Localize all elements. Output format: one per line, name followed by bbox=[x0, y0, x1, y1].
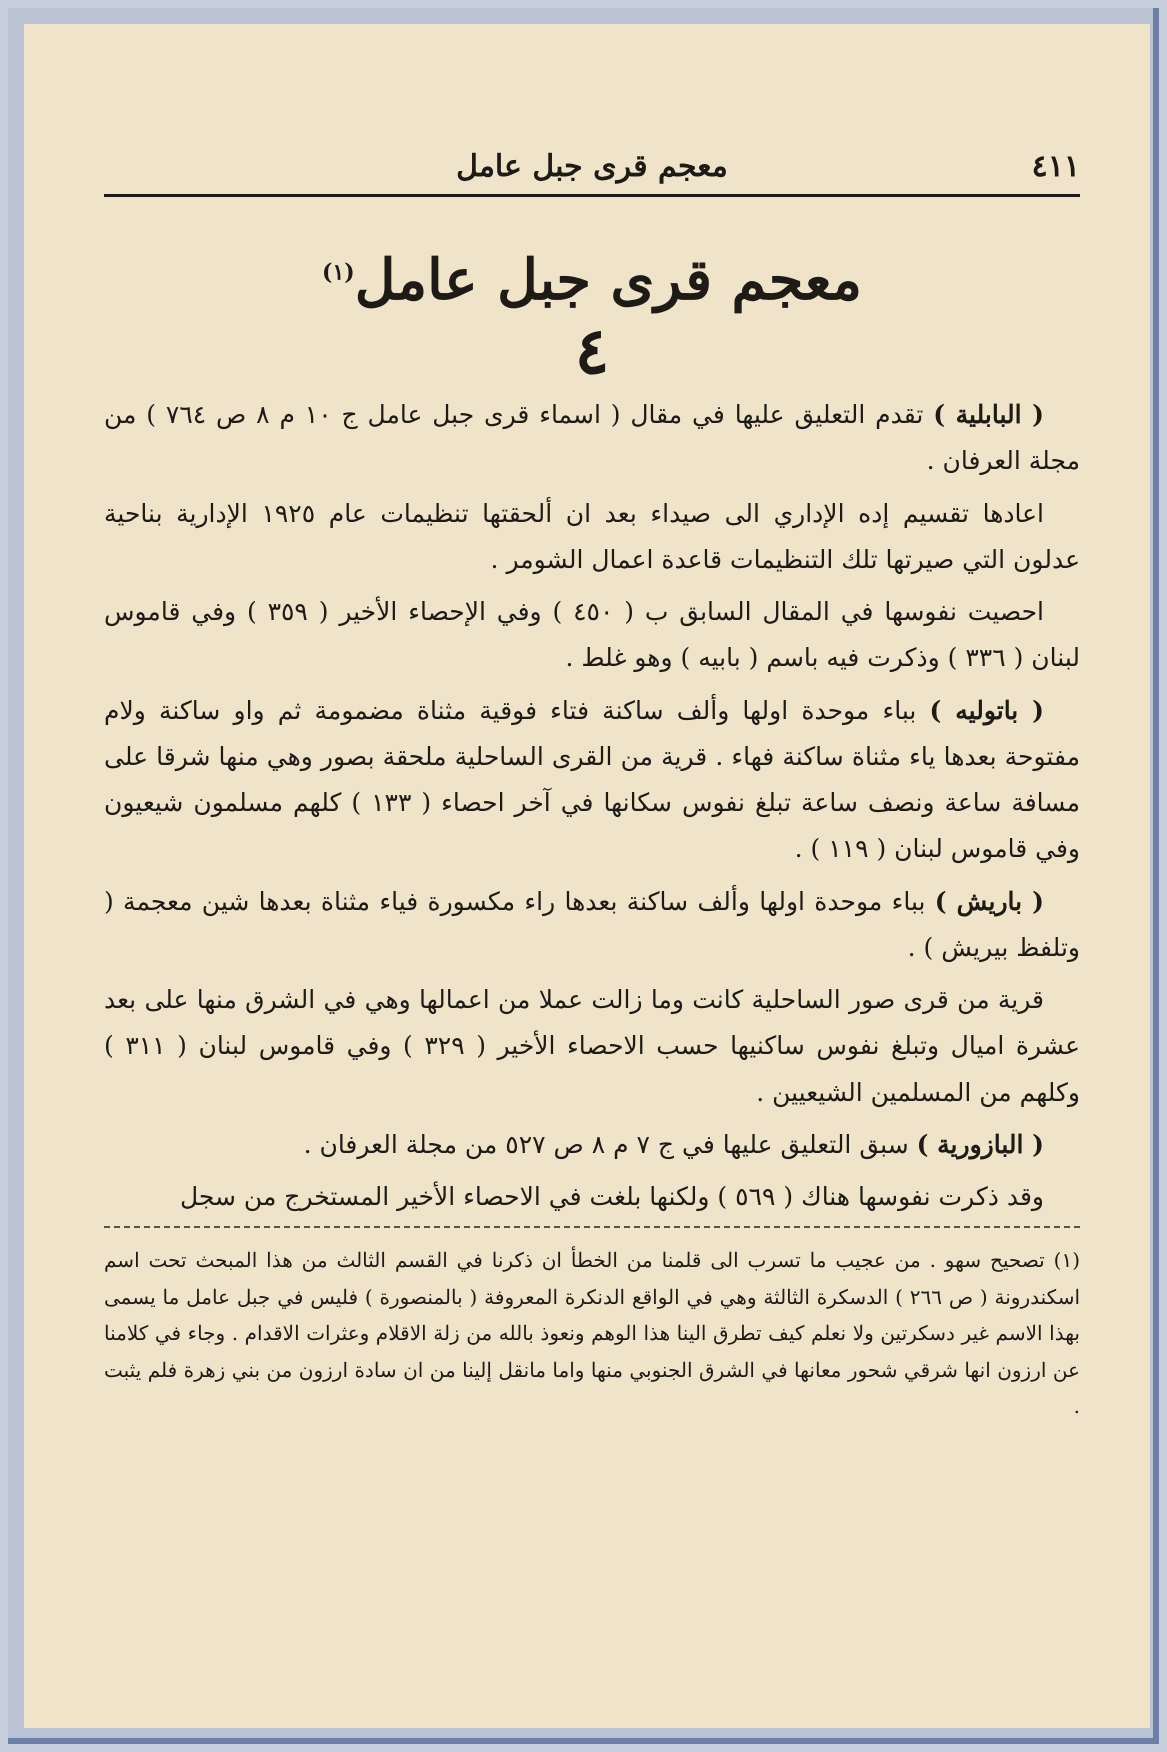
part-number: ٤ bbox=[574, 314, 610, 390]
running-title: معجم قرى جبل عامل bbox=[456, 149, 728, 184]
paragraph bbox=[104, 589, 1080, 682]
footnote-divider bbox=[104, 1226, 1080, 1228]
paragraph-text: قرية من قرى صور الساحلية كانت وما زالت عملا من اعمالها وهي في الشرق منها على بعد عشرة اميال وتبلغ نفوس ساكنيها حسب الاحصاء الأخير ( ٣٢٩ ) وفي قاموس لبنان ( ٣١١ ) وكلهم من المسلمين الشيعيين . bbox=[104, 985, 1081, 1107]
entry-heading: ( باريش ) bbox=[934, 886, 1044, 916]
entry-heading: ( البازورية ) bbox=[916, 1129, 1044, 1159]
paragraph-text: احصيت نفوسها في المقال السابق ب ( ٤٥٠ ) وفي الإحصاء الأخير ( ٣٥٩ ) وفي قاموس لبنان ( ٣٣٦ ) وذكرت فيه باسم ( بابيه ) وهو غلط . bbox=[104, 597, 1080, 673]
article-title bbox=[104, 247, 1080, 314]
paragraph-text: تقدم التعليق عليها في مقال ( اسماء قرى جبل عامل ج ١٠ م ٨ ص ٧٦٤ ) من مجلة العرفان . bbox=[104, 400, 1080, 476]
header-rule bbox=[104, 194, 1080, 197]
footnote bbox=[104, 1242, 1080, 1424]
paragraph-text: اعادها تقسيم إده الإداري الى صيداء بعد ان ألحقتها تنظيمات عام ١٩٢٥ الإدارية بناحية عدلون التي صيرتها تلك التنظيمات قاعدة اعمال الشومر . bbox=[104, 498, 1080, 574]
title-footnote-mark: (١) bbox=[322, 259, 355, 286]
paragraph bbox=[104, 392, 1080, 485]
book-page bbox=[24, 24, 1150, 1728]
paragraph-text: وقد ذكرت نفوسها هناك ( ٥٦٩ ) ولكنها بلغت في الاحصاء الأخير المستخرج من سجل bbox=[179, 1182, 1044, 1212]
article-body bbox=[104, 392, 1080, 1220]
paragraph-text: بباء موحدة اولها وألف ساكنة فتاء فوقية مثناة مضمومة ثم واو ساكنة ولام مفتوحة بعدها ياء مثناة ساكنة فهاء . قرية من القرى الساحلية ملحقة بصور وهي منها شرقا على مسافة ساعة ونصف ساعة تبلغ نفوس سكانها في آخر احصاء ( ١٣٣ ) كلهم مسلمون شيعيون وفي قاموس لبنان ( ١١٩ ) . bbox=[104, 695, 1080, 864]
article-title-text: معجم قرى جبل عامل bbox=[354, 247, 862, 313]
paragraph-text: سبق التعليق عليها في ج ٧ م ٨ ص ٥٢٧ من مجلة العرفان . bbox=[303, 1129, 917, 1159]
paragraph bbox=[104, 879, 1080, 972]
paragraph bbox=[104, 491, 1080, 584]
paragraph-text: بباء موحدة اولها وألف ساكنة بعدها راء مكسورة فياء مثناة بعدها شين معجمة ( وتلفظ بيريش ) . bbox=[104, 886, 1080, 962]
entry-heading: ( البابلية ) bbox=[933, 400, 1044, 430]
entry-heading: ( باتوليه ) bbox=[929, 695, 1045, 725]
paragraph bbox=[104, 688, 1080, 873]
paragraph bbox=[104, 1122, 1080, 1168]
paragraph bbox=[104, 977, 1080, 1116]
paragraph bbox=[104, 1174, 1080, 1220]
footnote-text: (١) تصحيح سهو . من عجيب ما تسرب الى قلمنا من الخطأ ان ذكرنا في القسم الثالث من هذا المبحث تحت اسم اسكندرونة ( ص ٢٦٦ ) الدسكرة الثالثة وهي في الواقع الدنكرة المعروفة ( بالمنصورة ) فليس في جبل عامل ما يسمى بهذا الاسم غير دسكرتين ولا نعلم كيف تطرق الينا هذا الوهم ونعوذ بالله من زلة الاقلام وعثرات الاقدام . وجاء في كلامنا عن ارزون انها شرقي شحور معانها في الشرق الجنوبي منها واما مانقل إلينا من ان سادة ارزون من بني زهرة فلم يثبت . bbox=[104, 1248, 1081, 1418]
page-number: ٤١١ bbox=[1031, 149, 1080, 184]
running-head bbox=[104, 124, 1080, 184]
